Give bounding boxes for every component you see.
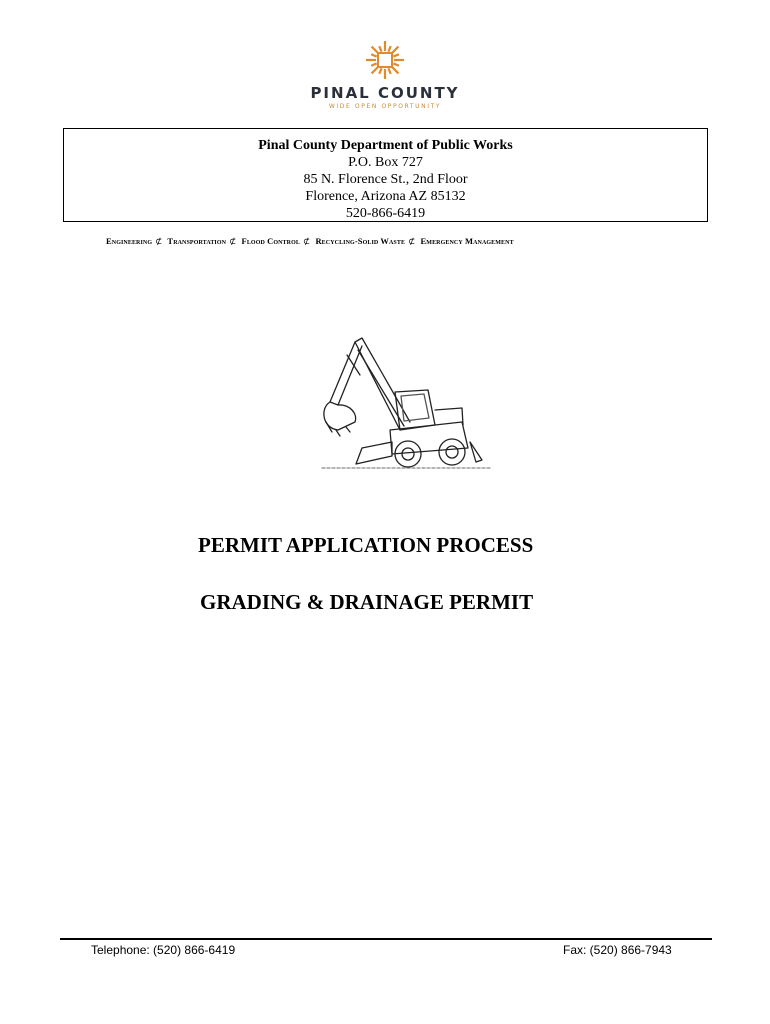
department-name: Pinal County Department of Public Works bbox=[258, 138, 513, 153]
title-grading-drainage-permit: GRADING & DRAINAGE PERMIT bbox=[200, 590, 534, 614]
division-recycling: Recycling-Solid Waste bbox=[315, 236, 406, 246]
division-flood-control: Flood Control bbox=[241, 236, 300, 246]
sun-ray bbox=[393, 54, 399, 56]
po-box: P.O. Box 727 bbox=[348, 155, 423, 170]
sun-ray bbox=[371, 63, 377, 65]
address-box bbox=[63, 128, 708, 222]
logo-tagline: WIDE OPEN OPPORTUNITY bbox=[328, 103, 442, 110]
sun-ray bbox=[388, 68, 390, 74]
street-address: 85 N. Florence St., 2nd Floor bbox=[303, 172, 468, 187]
city-state: Florence, Arizona AZ 85132 bbox=[305, 189, 466, 204]
sun-ray bbox=[379, 46, 381, 52]
title-permit-application-process: PERMIT APPLICATION PROCESS bbox=[198, 533, 534, 557]
footer-fax: Fax: (520) 866-7943 bbox=[563, 943, 672, 957]
pinal-county-logo bbox=[0, 40, 770, 110]
sun-ray bbox=[388, 46, 390, 52]
division-separator: ⊄ bbox=[229, 236, 237, 246]
sun-ray bbox=[371, 54, 377, 56]
sun-ray bbox=[393, 63, 399, 65]
division-engineering: Engineering bbox=[106, 236, 153, 246]
divisions-line bbox=[106, 236, 686, 247]
division-emergency-management: Emergency Management bbox=[420, 236, 514, 246]
division-separator: ⊄ bbox=[408, 236, 416, 246]
footer-rule bbox=[60, 938, 712, 940]
logo-name: PINAL COUNTY bbox=[310, 84, 460, 102]
footer-telephone: Telephone: (520) 866-6419 bbox=[91, 943, 236, 957]
division-separator: ⊄ bbox=[302, 236, 311, 246]
excavator-icon bbox=[300, 330, 500, 475]
division-separator: ⊄ bbox=[155, 236, 163, 246]
header-phone: 520-866-6419 bbox=[345, 206, 426, 221]
division-transportation: Transportation bbox=[167, 236, 227, 246]
sun-ray bbox=[379, 68, 381, 74]
sun-burst-icon bbox=[365, 40, 405, 80]
